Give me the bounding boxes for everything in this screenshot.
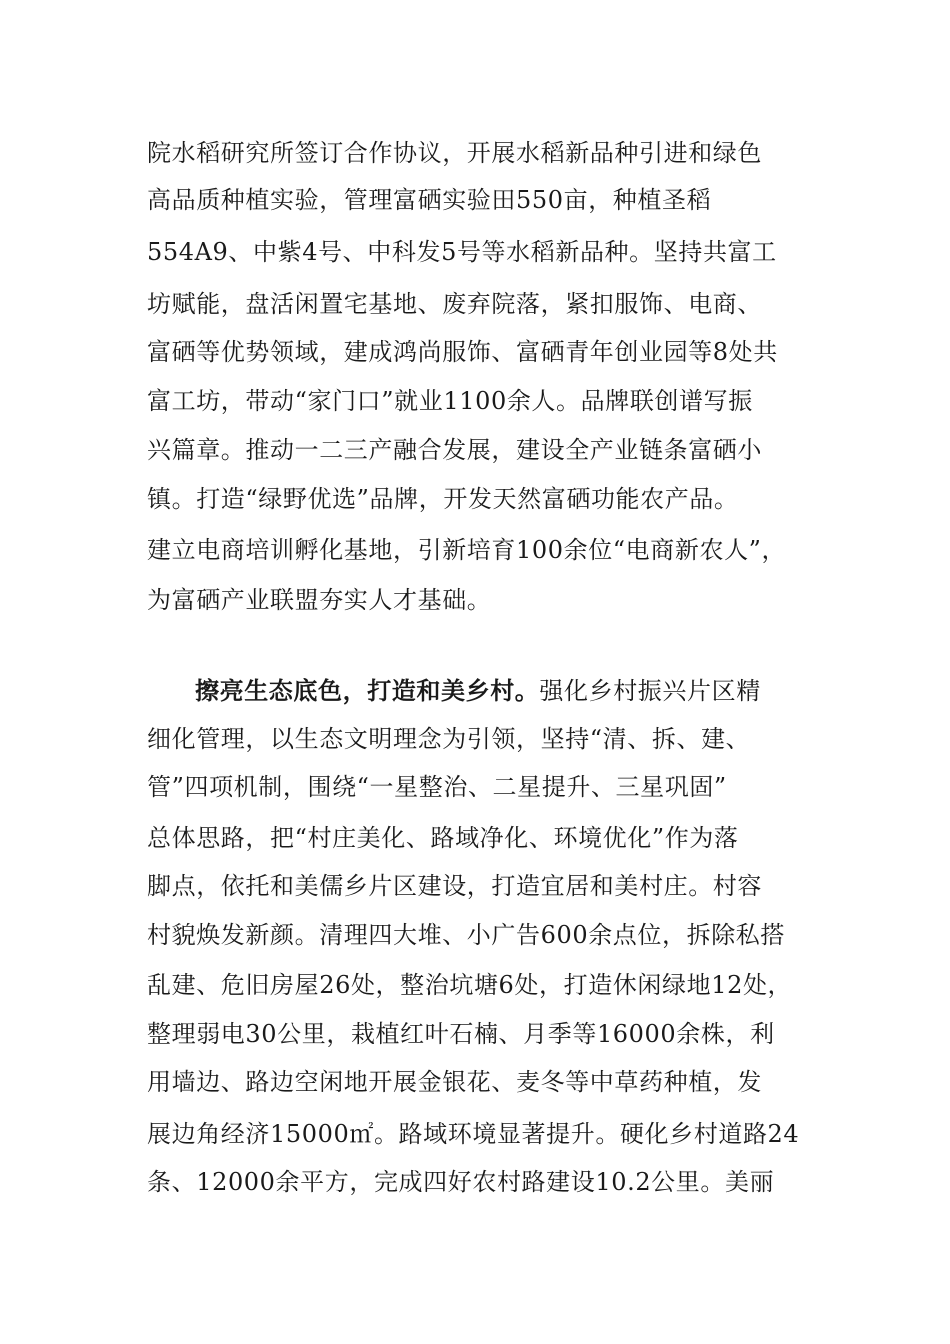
paragraph-line: 554A9、中紫4号、中科发5号等水稻新品种。坚持共富工 bbox=[147, 238, 777, 266]
paragraph-line: 脚点，依托和美儒乡片区建设，打造宜居和美村庄。村容 bbox=[147, 872, 762, 900]
paragraph-line: 院水稻研究所签订合作协议，开展水稻新品种引进和绿色 bbox=[147, 139, 762, 167]
paragraph-line: 总体思路，把“村庄美化、路域净化、环境优化”作为落 bbox=[147, 824, 739, 852]
paragraph-line: 村貌焕发新颜。清理四大堆、小广告600余点位，拆除私搭 bbox=[147, 921, 786, 949]
section-heading: 擦亮生态底色，打造和美乡村。 bbox=[195, 676, 540, 705]
paragraph-line: 细化管理，以生态文明理念为引领，坚持“清、拆、建、 bbox=[147, 725, 751, 753]
paragraph-line: 建立电商培训孵化基地，引新培育100余位“电商新农人”， bbox=[147, 536, 787, 564]
paragraph-line: 条、12000余平方，完成四好农村路建设10.2公里。美丽 bbox=[147, 1168, 775, 1196]
paragraph-line: 展边角经济15000㎡。路域环境显著提升。硬化乡村道路24 bbox=[147, 1120, 800, 1148]
paragraph-line: 整理弱电30公里，栽植红叶石楠、月季等16000余株，利 bbox=[147, 1020, 775, 1048]
paragraph-line: 富工坊，带动“家门口”就业1100余人。品牌联创谱写振 bbox=[147, 387, 753, 415]
paragraph-first-line bbox=[195, 675, 761, 707]
paragraph-line: 为富硒产业联盟夯实人才基础。 bbox=[147, 586, 492, 614]
paragraph-line: 镇。打造“绿野优选”品牌，开发天然富硒功能农产品。 bbox=[147, 485, 739, 513]
paragraph-line: 用墙边、路边空闲地开展金银花、麦冬等中草药种植，发 bbox=[147, 1068, 762, 1096]
paragraph-line: 高品质种植实验，管理富硒实验田550亩，种植圣稻 bbox=[147, 186, 712, 214]
paragraph-line-rest: 强化乡村振兴片区精 bbox=[539, 677, 761, 705]
paragraph-line: 富硒等优势领域，建成鸿尚服饰、富硒青年创业园等8处共 bbox=[147, 338, 778, 366]
paragraph-line: 管”四项机制，围绕“一星整治、二星提升、三星巩固” bbox=[147, 773, 727, 801]
paragraph-line: 乱建、危旧房屋26处，整治坑塘6处，打造休闲绿地12处， bbox=[147, 971, 793, 999]
paragraph-line: 坊赋能，盘活闲置宅基地、废弃院落，紧扣服饰、电商、 bbox=[147, 290, 762, 318]
paragraph-line: 兴篇章。推动一二三产融合发展，建设全产业链条富硒小 bbox=[147, 436, 762, 464]
